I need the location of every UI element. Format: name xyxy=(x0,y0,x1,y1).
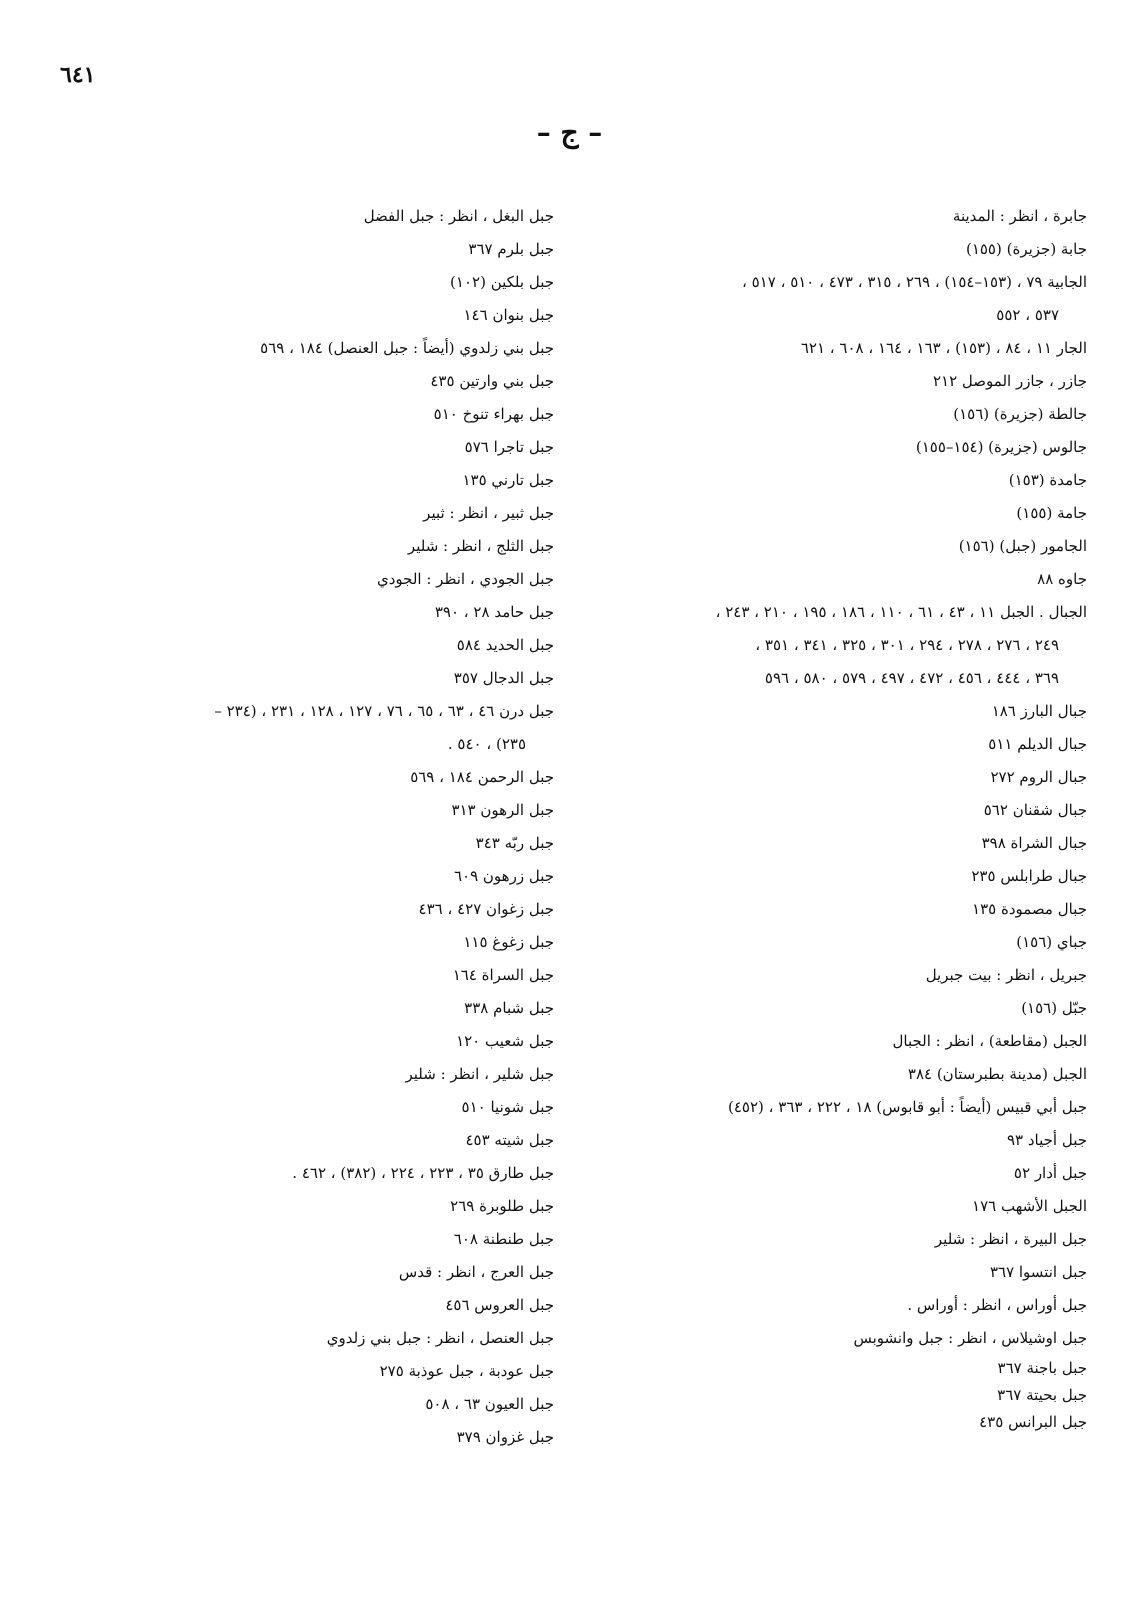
index-entry: جبال الديلم ٥١١ xyxy=(988,735,1087,753)
index-entry: جبل العرج ، انظر : قدس xyxy=(398,1263,554,1281)
index-entry: جبل زغوان ٤٢٧ ، ٤٣٦ xyxy=(418,900,554,918)
index-entry: الجبال . الجبل ١١ ، ٤٣ ، ٦١ ، ١١٠ ، ١٨٦ ، ١٩٥ ، ٢١٠ ، ٢٤٣ ، xyxy=(715,603,1087,621)
index-entry: جبال البارز ١٨٦ xyxy=(991,702,1087,720)
index-entry: جالوس (جزيرة) (١٥٤–١٥٥) xyxy=(915,438,1087,456)
index-entry: جبل أجياد ٩٣ xyxy=(1006,1131,1087,1149)
index-column-left xyxy=(54,200,554,1454)
index-entry: جبل أوراس ، انظر : أوراس . xyxy=(907,1296,1087,1314)
index-entry: جبل بني وارتين ٤٣٥ xyxy=(430,372,554,390)
index-entry: جبل تاجرا ٥٧٦ xyxy=(464,438,554,456)
index-entry: جبل غزوان ٣٧٩ xyxy=(456,1428,554,1446)
index-entry-continuation: ٢٣٥) ، ٥٤٠ . xyxy=(447,735,526,753)
index-entry: جبل شلير ، انظر : شلير xyxy=(405,1065,554,1083)
index-entry: جبل الرحمن ١٨٤ ، ٥٦٩ xyxy=(410,768,554,786)
index-entry: جبريل ، انظر : بيت جبريل xyxy=(925,966,1087,984)
index-entry: جبل بلكين (١٠٢) xyxy=(450,273,554,291)
index-entry: جباي (١٥٦) xyxy=(1016,933,1087,951)
index-entry: جبل باجنة ٣٦٧ xyxy=(997,1359,1087,1377)
index-entry: جبال شقنان ٥٦٢ xyxy=(983,801,1087,819)
index-entry: جبل اوشيلاس ، انظر : جبل وانشوبس xyxy=(853,1329,1087,1347)
section-letter-heading: – ج – xyxy=(536,116,603,149)
index-entry: جبل شونيا ٥١٠ xyxy=(461,1098,554,1116)
index-entry: جبل درن ٤٦ ، ٦٣ ، ٦٥ ، ٧٦ ، ١٢٧ ، ١٢٨ ، ٢٣١ ، (٢٣٤ – xyxy=(214,702,554,720)
index-entry: جبل السراة ١٦٤ xyxy=(452,966,554,984)
index-entry: جامدة (١٥٣) xyxy=(1008,471,1087,489)
index-entry: جبال الشراة ٣٩٨ xyxy=(981,834,1087,852)
index-entry-continuation: ٣٦٩ ، ٤٤٤ ، ٤٥٦ ، ٤٧٢ ، ٤٩٧ ، ٥٧٩ ، ٥٨٠ ، ٥٩٦ xyxy=(764,669,1059,687)
index-entry: جبل الدجال ٣٥٧ xyxy=(453,669,554,687)
index-entry: جبل الجودي ، انظر : الجودي xyxy=(377,570,554,588)
index-entry: جبل شيته ٤٥٣ xyxy=(465,1131,554,1149)
index-entry: جبل البرانس ٤٣٥ xyxy=(979,1413,1087,1431)
page-number: ٦٤١ xyxy=(60,62,96,88)
index-entry: جبل طلوبرة ٢٦٩ xyxy=(450,1197,554,1215)
index-entry: جبل الثلج ، انظر : شلير xyxy=(407,537,554,555)
index-entry: جبل ثبير ، انظر : ثبير xyxy=(423,504,554,522)
index-entry: جبال مصمودة ١٣٥ xyxy=(972,900,1087,918)
index-entry: جبل الحديد ٥٨٤ xyxy=(456,636,554,654)
index-entry: جابة (جزيرة) (١٥٥) xyxy=(965,240,1087,258)
index-entry: جبل طنطنة ٦٠٨ xyxy=(453,1230,554,1248)
index-entry: جبل أبي قبيس (أيضاً : أبو قابوس) ١٨ ، ٢٢٢ ، ٣٦٣ ، (٤٥٢) xyxy=(728,1098,1087,1116)
index-entry: جالطة (جزيرة) (١٥٦) xyxy=(953,405,1087,423)
index-entry: جبّل (١٥٦) xyxy=(1021,999,1087,1017)
index-column-right xyxy=(587,200,1087,1436)
index-entry: جبل عودبة ، جبل عوذبة ٢٧٥ xyxy=(379,1362,554,1380)
index-entry: جامة (١٥٥) xyxy=(1016,504,1087,522)
index-entry: جبل حامد ٢٨ ، ٣٩٠ xyxy=(434,603,554,621)
index-entry: جبل بلرم ٣٦٧ xyxy=(468,240,554,258)
index-entry: جبل الرهون ٣١٣ xyxy=(451,801,554,819)
index-entry: الجبل (مدينة بطبرستان) ٣٨٤ xyxy=(907,1065,1087,1083)
index-entry-continuation: ٢٤٩ ، ٢٧٦ ، ٢٧٨ ، ٢٩٤ ، ٣٠١ ، ٣٢٥ ، ٣٤١ ، ٣٥١ ، xyxy=(755,636,1059,654)
index-entry: جبل بهراء تنوخ ٥١٠ xyxy=(433,405,554,423)
index-entry: جبل زرهون ٦٠٩ xyxy=(453,867,554,885)
index-entry: جبل شعيب ١٢٠ xyxy=(456,1032,554,1050)
index-entry: الجار ١١ ، ٨٤ ، (١٥٣) ، ١٦٣ ، ١٦٤ ، ٦٠٨ ، ٦٢١ xyxy=(800,339,1087,357)
index-entry: جبل ربّه ٣٤٣ xyxy=(475,834,554,852)
index-entry: الجبل الأشهب ١٧٦ xyxy=(972,1197,1087,1215)
index-entry: جبال طرابلس ٢٣٥ xyxy=(971,867,1087,885)
index-entry: جبل انتسوا ٣٦٧ xyxy=(989,1263,1087,1281)
index-entry: جبل البيرة ، انظر : شلير xyxy=(934,1230,1087,1248)
index-entry: جبل تارني ١٣٥ xyxy=(462,471,554,489)
index-entry: جبل زغوغ ١١٥ xyxy=(463,933,554,951)
index-entry: جبل بني زلدوي (أيضاً : جبل العنصل) ١٨٤ ، ٥٦٩ xyxy=(260,339,554,357)
index-entry: الجامور (جبل) (١٥٦) xyxy=(958,537,1087,555)
index-entry: جبال الروم ٢٧٢ xyxy=(990,768,1087,786)
index-entry-continuation: ٥٣٧ ، ٥٥٢ xyxy=(996,306,1059,324)
index-entry: جبل بحيتة ٣٦٧ xyxy=(997,1386,1087,1404)
index-entry: الجبل (مقاطعة) ، انظر : الجبال xyxy=(892,1032,1087,1050)
index-entry: الجابية ٧٩ ، (١٥٣–١٥٤) ، ٢٦٩ ، ٣١٥ ، ٤٧٣ ، ٥١٠ ، ٥١٧ ، xyxy=(742,273,1087,291)
index-entry: جابرة ، انظر : المدينة xyxy=(952,207,1087,225)
index-entry: جبل أدار ٥٢ xyxy=(1013,1164,1087,1182)
index-entry: جازر ، جازر الموصل ٢١٢ xyxy=(932,372,1087,390)
index-entry: جبل البغل ، انظر : جبل الفضل xyxy=(363,207,554,225)
index-entry: جبل شبام ٣٣٨ xyxy=(464,999,554,1017)
index-entry: جبل العنصل ، انظر : جبل بني زلدوي xyxy=(326,1329,554,1347)
index-entry: جبل بنوان ١٤٦ xyxy=(463,306,554,324)
index-entry: جاوه ٨٨ xyxy=(1037,570,1087,588)
index-entry: جبل طارق ٣٥ ، ٢٢٣ ، ٢٢٤ ، (٣٨٢) ، ٤٦٢ . xyxy=(292,1164,554,1182)
index-entry: جبل العروس ٤٥٦ xyxy=(445,1296,554,1314)
index-entry: جبل العيون ٦٣ ، ٥٠٨ xyxy=(425,1395,554,1413)
